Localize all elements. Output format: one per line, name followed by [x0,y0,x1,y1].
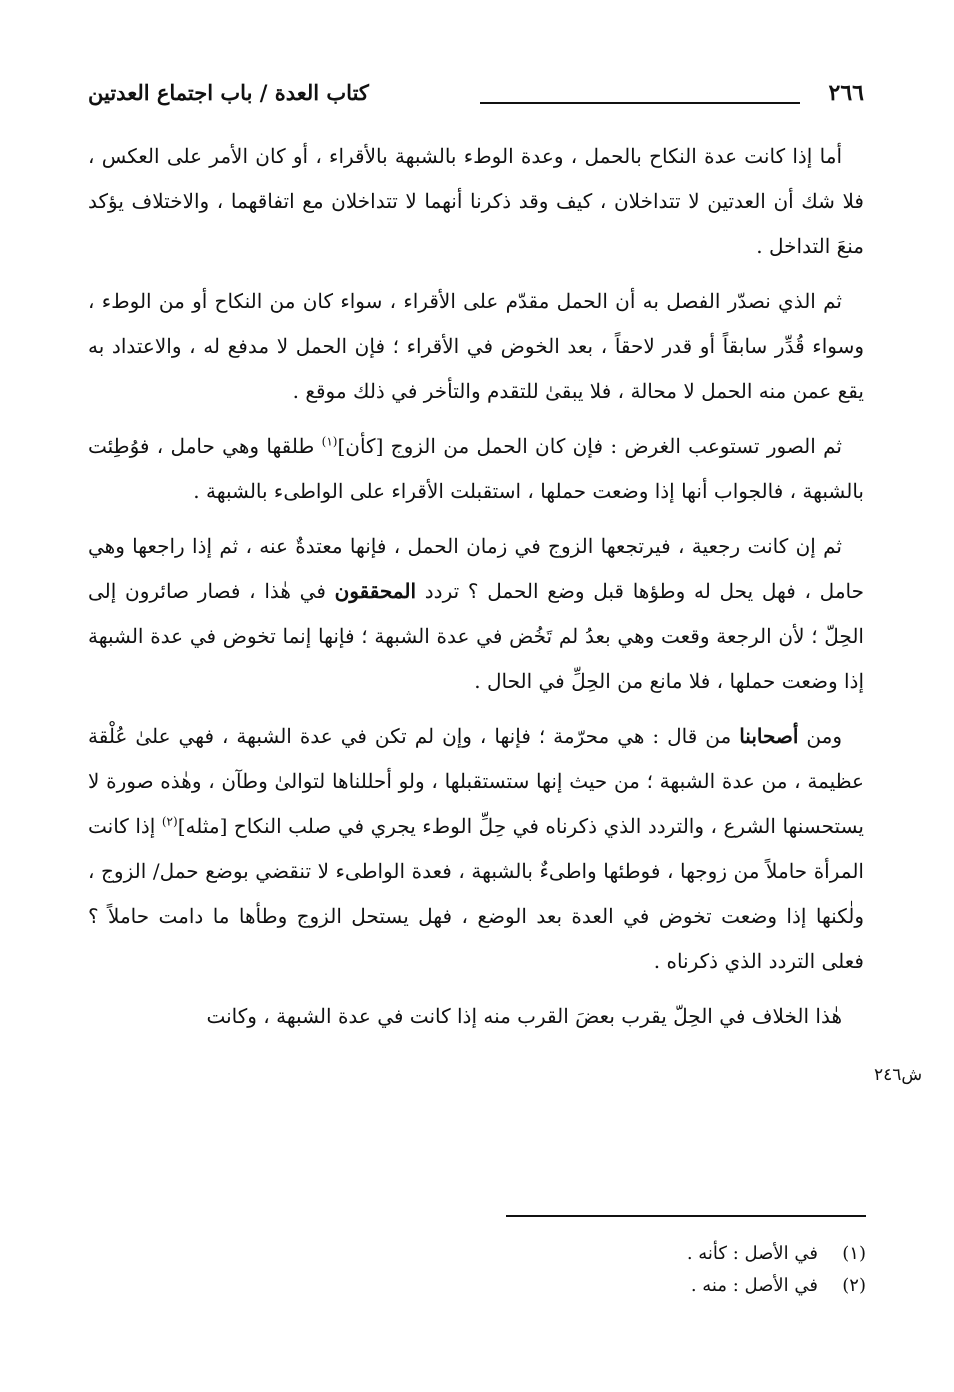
text-segment: ومن [798,724,842,748]
footnote-marker: (٢) [161,814,178,829]
footnote-text: في الأصل : منه . [690,1275,818,1296]
running-title: كتاب العدة / باب اجتماع العدتين [88,80,369,105]
paragraph [88,714,864,984]
footnote-text: في الأصل : كأنه . [686,1243,818,1264]
emphasized-term: أصحابنا [739,724,799,748]
text-segment: ثم الصور تستوعب الغرض : فإن كان الحمل من الزوج [كأن] [337,434,842,458]
paragraph [88,524,864,704]
emphasized-term: المحققون [334,579,417,603]
footnote-number: (٢) [842,1275,866,1296]
footnote-number: (١) [842,1243,866,1264]
footnote-separator [506,1215,866,1217]
paragraph [88,134,864,269]
paragraph [88,994,864,1039]
paragraph [88,424,864,514]
page-number: ٢٦٦ [828,80,864,106]
text-segment: في هٰذا ، فصار صائرون إلى الحِلّ ؛ لأن الرجعة وقعت وهي بعدُ لم تَخُض في عدة الشبهة ؛ فإنها إنما تخوض في عدة الشبهة إذا وضعت حملها ، فلا مانع من الحِلِّ في الحال . [88,579,864,693]
paragraph [88,279,864,414]
footnote [266,1238,866,1270]
text-segment: من قال : هي محرّمة ؛ فإنها ، وإن لم تكن في عدة الشبهة ، فهي علىٰ عُلْقة عظيمة ، من عدة الشبهة ؛ من حيث إنها ستستقبلها ، ولو أحللناها لتوالىٰ وطآن ، وهٰذه صورة لا يستحسنها الشرع ، والتردد الذي ذكرناه في حِلِّ الوطء يجري في صلب النكاح [مثله] [88,724,864,838]
text-segment: ثم الذي نصدّر الفصل به أن الحمل مقدّم على الأقراء ، سواء كان من النكاح أو من الوطء ، وسواء قُدِّر سابقاً أو قدر لاحقاً ، بعد الخوض في الأقراء ؛ فإن الحمل لا مدفع له ، والاعتداد به يقع عمن منه الحمل لا محالة ، فلا يبقىٰ للتقدم والتأخر في ذلك موقع . [88,289,864,403]
header-rule [480,102,800,104]
footnote [266,1270,866,1302]
margin-page-reference: ش٢٤٦ [874,1065,923,1085]
text-segment: ثم إن كانت رجعية ، فيرتجعها الزوج في زمان الحمل ، فإنها معتدةٌ عنه ، ثم إذا راجعها وهي حامل ، فهل يحل له وطؤها قبل وضع الحمل ؟ تردد [88,534,864,603]
page-header [88,80,864,120]
text-segment: طلقها وهي حامل ، فوُطِئت بالشبهة ، فالجواب أنها إذا وضعت حملها ، استقبلت الأقراء على الواطىء بالشبهة . [88,434,864,503]
text-segment: إذا كانت المرأة حاملاً من زوجها ، فوطئها واطىءٌ بالشبهة ، فعدة الواطىء لا تنقضي بوضع حمل/ الزوج ، ولٰكنها إذا وضعت تخوض في العدة بعد الوضع ، فهل يستحل الزوج وطأها ما دامت حاملاً ؟ فعلى التردد الذي ذكرناه . [88,814,864,973]
footnote-marker: (١) [321,434,338,449]
text-segment: هٰذا الخلاف في الحِلّ يقرب بعضَ القرب منه إذا كانت في عدة الشبهة ، وكانت [206,1004,842,1028]
footnotes [266,1238,866,1302]
main-text [88,134,864,1049]
text-segment: أما إذا كانت عدة النكاح بالحمل ، وعدة الوطء بالشبهة بالأقراء ، أو كان الأمر على العكس ، فلا شك أن العدتين لا تتداخلان ، كيف وقد ذكرنا أنهما لا تتداخلان مع اتفاقهما ، والاختلاف يؤكد منعَ التداخل . [88,144,864,258]
